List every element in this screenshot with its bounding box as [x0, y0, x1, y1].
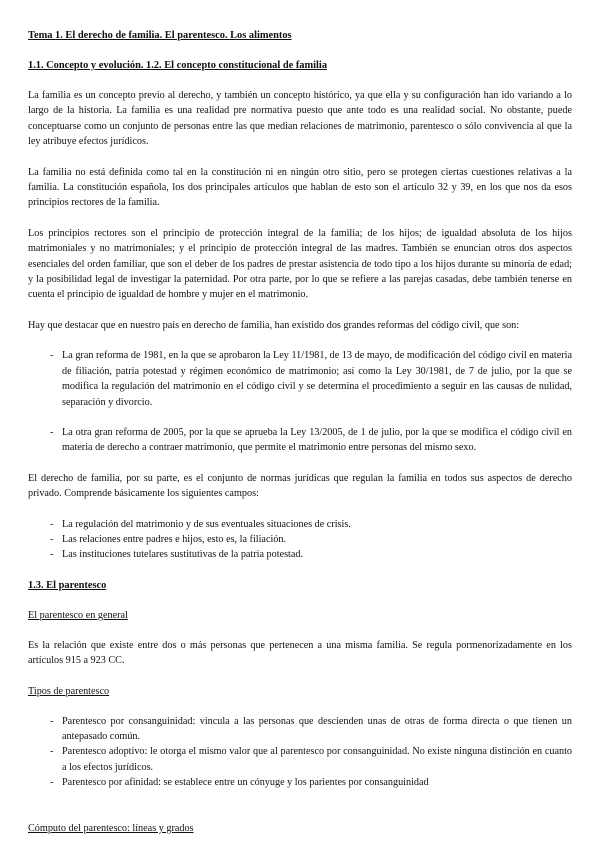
reforms-list [28, 348, 572, 455]
field-filiacion: Las relaciones entre padres e hijos, esto es, la filiación. [62, 533, 287, 545]
section-heading-1-3: 1.3. El parentesco [28, 579, 107, 591]
paragraph-principios: Los principios rectores son el principio de protección integral de la familia; de los hijos; de igualdad absoluta de los hijos matrimoniales y no matrimoniales; y el principio de protección integral de las madres. También se enuncian otros dos aspectos esenciales del orden familiar, que son el deber de los padres de prestar asistencia de todo tipo a los hijos durante su minoría de edad; y la posibilidad legal de investigar la paternidad. Por otra parte, por lo que se refiere a las parejas casadas, debe también tenerse en cuenta el principio de igualdad de hombre y mujer en el matrimonio. [28, 227, 572, 301]
list-item [28, 348, 572, 410]
section-heading-1-1: 1.1. Concepto y evolución. 1.2. El concepto constitucional de familia [28, 60, 328, 71]
dash-bullet: - [50, 549, 54, 561]
field-tutelares: Las instituciones tutelares sustitutivas de la patria potestad. [62, 549, 304, 561]
paragraph-concepto: La familia es un concepto previo al derecho, y también un concepto histórico, ya que ella y su configuración han ido variando a lo largo de la historia. La familia es una realidad pre normativa puesto que ante todo es una realidad social. No obstante, puede conceptuarse como un conjunto de personas entre las que median relaciones de matrimonio, parentesco o sólo convivencia al que la ley atribuye efectos jurídicos. [28, 90, 572, 148]
subheading-computo: Cómputo del parentesco: líneas y grados [28, 822, 194, 834]
list-item [28, 517, 572, 532]
document-title: Tema 1. El derecho de familia. El parentesco. Los alimentos [28, 30, 292, 41]
list-item [28, 775, 572, 790]
paragraph-parentesco-general: Es la relación que existe entre dos o más personas que pertenecen a una misma familia. Se regula pormenorizadamente en los artículos 915 a 923 CC. [28, 639, 572, 667]
reform-1981: La gran reforma de 1981, en la que se aprobaron la Ley 11/1981, de 13 de mayo, de modificación del código civil en materia de filiación, patria potestad y régimen económico de matrimonio; así como la Ley 30/1981, de 7 de julio, por la que se modifica la regulación del matrimonio en el código civil y se determina el procedimiento a seguir en las causas de nulidad, separación y divorcio. [62, 350, 572, 408]
paragraph-reformas-intro: Hay que destacar que en nuestro país en derecho de familia, han existido dos grandes reformas del código civil, que son: [28, 319, 520, 331]
dash-bullet: - [50, 518, 54, 530]
dash-bullet: - [50, 350, 54, 362]
list-item [28, 532, 572, 547]
type-adoptivo: Parentesco adoptivo: le otorga el mismo valor que al parentesco por consanguinidad. No existe ninguna distinción en cuanto a los efectos jurídicos. [62, 746, 572, 773]
dash-bullet: - [50, 746, 54, 758]
type-afinidad: Parentesco por afinidad: se establece entre un cónyuge y los parientes por consanguinidad [62, 777, 429, 789]
type-consanguinidad: Parentesco por consanguinidad: vincula a las personas que descienden unas de otras de forma directa o que tienen un antepasado común. [62, 715, 572, 742]
dash-bullet: - [50, 533, 54, 545]
paragraph-constitucion: La familia no está definida como tal en la constitución ni en ningún otro sitio, pero se protegen ciertas cuestiones relativas a la familia. La constitución española, los dos principales artículos que hablan de esto son el artículo 32 y 39, en los que nos da esos principios rectores de la familia. [28, 166, 572, 209]
list-item [28, 547, 572, 562]
reform-2005: La otra gran reforma de 2005, por la que se aprueba la Ley 13/2005, de 1 de julio, por la que se modifica el código civil en materia de derecho a contraer matrimonio, que permite el matrimonio entre personas del mismo sexo. [62, 426, 572, 454]
types-list [28, 714, 572, 791]
list-item [28, 425, 572, 456]
dash-bullet: - [50, 426, 54, 438]
fields-list [28, 517, 572, 563]
paragraph-derecho-familia: El derecho de familia, por su parte, es el conjunto de normas jurídicas que regulan la familia en todos sus aspectos de derecho privado. Comprende básicamente los siguientes campos: [28, 472, 572, 500]
list-item [28, 714, 572, 745]
dash-bullet: - [50, 777, 54, 789]
subheading-tipos-parentesco: Tipos de parentesco [28, 685, 110, 697]
dash-bullet: - [50, 715, 54, 727]
field-matrimonio: La regulación del matrimonio y de sus eventuales situaciones de crisis. [62, 518, 351, 530]
subheading-parentesco-general: El parentesco en general [28, 609, 128, 621]
list-item [28, 744, 572, 775]
